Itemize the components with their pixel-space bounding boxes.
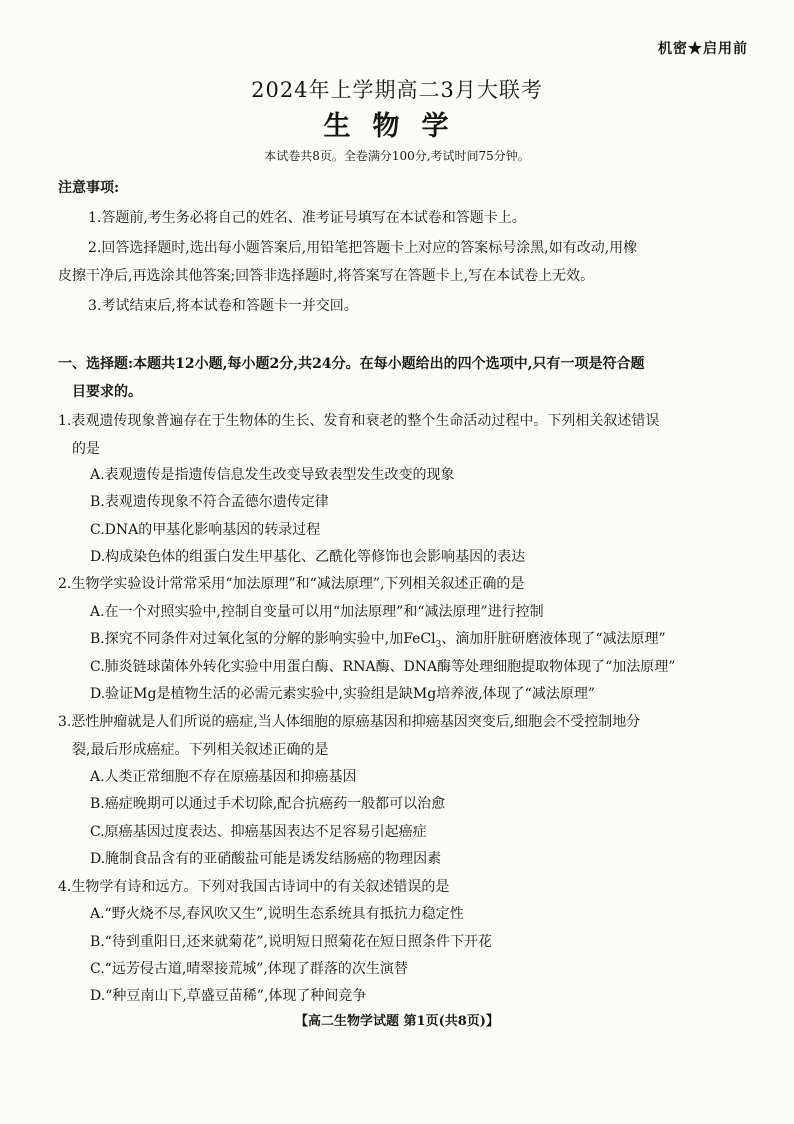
question-3-option-c: C.原癌基因过度表达、抑癌基因表达不足容易引起癌症 [90, 824, 427, 840]
question-4-stem: 4.生物学有诗和远方。下列对我国古诗词中的有关叙述错误的是 [58, 879, 450, 895]
question-2-option-c: C.肺炎链球菌体外转化实验中用蛋白酶、RNA酶、DNA酶等处理细胞提取物体现了“加法原理” [90, 659, 676, 675]
confidential-mark: 机密★启用前 [658, 41, 748, 57]
subject-title: 生物学 [323, 111, 471, 142]
question-1-stem: 1.表观遗传现象普遍存在于生物体的生长、发育和衰老的整个生命活动过程中。下列相关叙述错误 [58, 413, 660, 429]
question-4-option-a: A.“野火烧不尽,春风吹又生”,说明生态系统具有抵抗力稳定性 [90, 906, 464, 922]
notice-heading: 注意事项: [58, 180, 120, 196]
question-3-stem: 3.恶性肿瘤就是人们所说的癌症,当人体细胞的原癌基因和抑癌基因突变后,细胞会不受控制地分 [58, 714, 641, 730]
question-1-option-a: A.表观遗传是指遗传信息发生改变导致表型发生改变的现象 [90, 467, 455, 483]
exam-info: 本试卷共8页。全卷满分100分,考试时间75分钟。 [264, 149, 530, 163]
question-1-option-d: D.构成染色体的组蛋白发生甲基化、乙酰化等修饰也会影响基因的表达 [90, 549, 526, 565]
question-3-stem-cont: 裂,最后形成癌症。下列相关叙述正确的是 [72, 742, 329, 758]
notice-item-2-cont: 皮擦干净后,再选涂其他答案;回答非选择题时,将答案写在答题卡上,写在本试卷上无效。 [58, 268, 595, 284]
question-2-option-b-part-2: 、滴加肝脏研磨液体现了“减法原理” [441, 631, 666, 647]
question-1-stem-cont: 的是 [72, 441, 100, 457]
question-3-option-b: B.癌症晚期可以通过手术切除,配合抗癌药一般都可以治愈 [90, 796, 446, 812]
question-2-option-b [90, 629, 666, 655]
question-2-option-d: D.验证Mg是植物生活的必需元素实验中,实验组是缺Mg培养液,体现了“减法原理” [90, 686, 595, 702]
question-3-option-d: D.腌制食品含有的亚硝酸盐可能是诱发结肠癌的物理因素 [90, 851, 442, 867]
question-1-option-c: C.DNA的甲基化影响基因的转录过程 [90, 522, 321, 538]
fecl3-formula: FeCl$_3$ [403, 631, 442, 650]
notice-item-2: 2.回答选择题时,选出每小题答案后,用铅笔把答题卡上对应的答案标号涂黑,如有改动,用橡 [88, 240, 638, 256]
exam-title: 2024年上学期高二3月大联考 [251, 78, 543, 102]
section-heading: 一、选择题:本题共12小题,每小题2分,共24分。在每小题给出的四个选项中,只有一项是符合题 [58, 356, 645, 372]
section-heading-cont: 目要求的。 [72, 384, 142, 400]
page-footer: 【高二生物学试题 第1页(共8页)】 [295, 1014, 499, 1029]
question-4-option-c: C.“远芳侵古道,晴翠接荒城”,体现了群落的次生演替 [90, 961, 408, 977]
question-2-option-a: A.在一个对照实验中,控制自变量可以用“加法原理”和“减法原理”进行控制 [90, 604, 544, 620]
question-2-option-b-part-1: B.探究不同条件对过氧化氢的分解的影响实验中,加 [90, 631, 404, 647]
notice-item-1: 1.答题前,考生务必将自己的姓名、准考证号填写在本试卷和答题卡上。 [88, 210, 526, 226]
question-4-option-b: B.“待到重阳日,还来就菊花”,说明短日照菊花在短日照条件下开花 [90, 934, 492, 950]
question-4-option-d: D.“种豆南山下,草盛豆苗稀”,体现了种间竞争 [90, 988, 367, 1004]
question-3-option-a: A.人类正常细胞不存在原癌基因和抑癌基因 [90, 769, 357, 785]
question-2-stem: 2.生物学实验设计常常采用“加法原理”和“减法原理”,下列相关叙述正确的是 [58, 576, 525, 592]
notice-item-3: 3.考试结束后,将本试卷和答题卡一并交回。 [88, 298, 358, 314]
question-1-option-b: B.表观遗传现象不符合孟德尔遗传定律 [90, 494, 329, 510]
